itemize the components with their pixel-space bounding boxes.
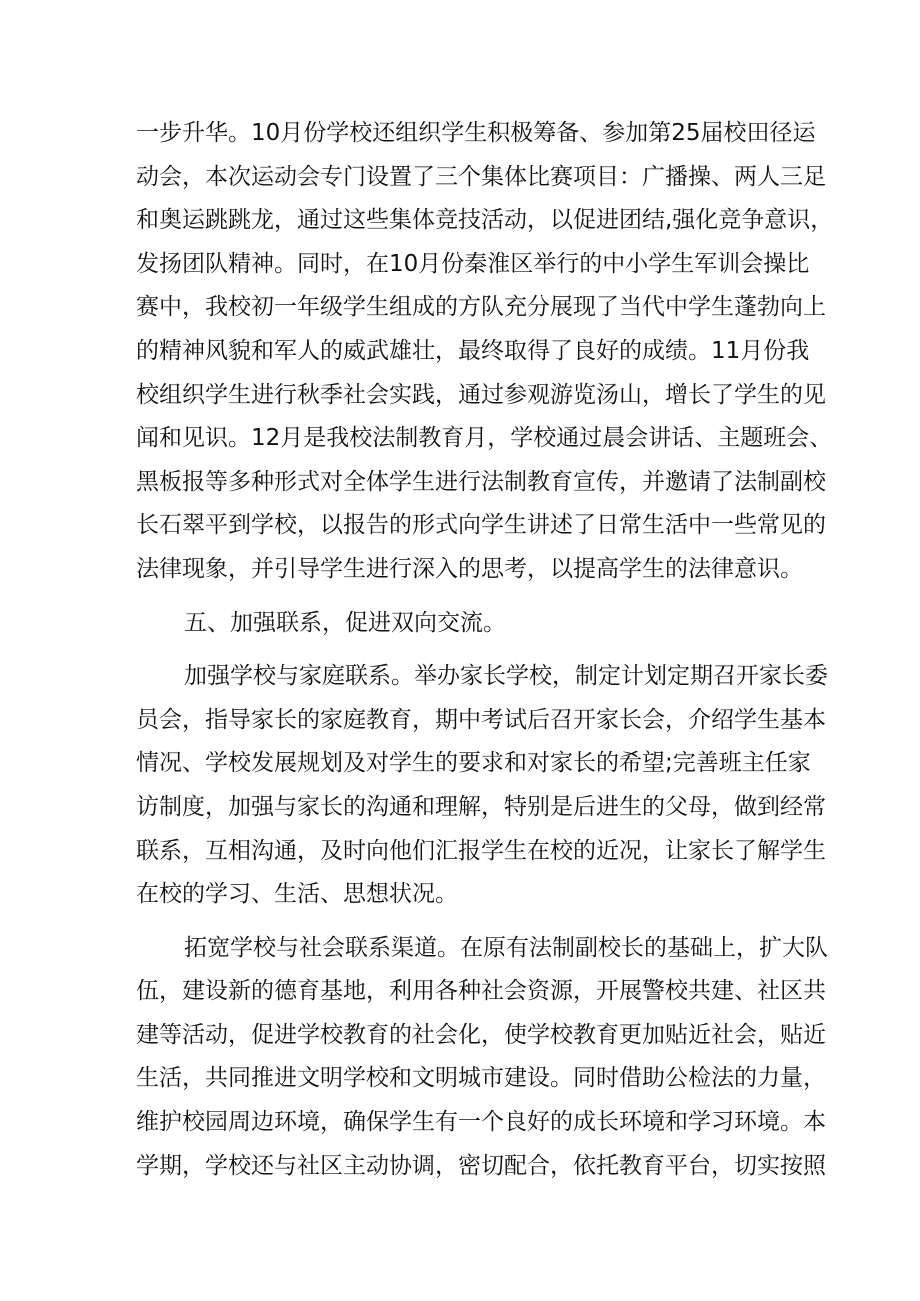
spacer [136,592,790,602]
text-line: 动会，本次运动会专门设置了三个集体比赛项目：广播操、两人三足 [136,163,826,190]
paragraph-school-activities [136,112,834,592]
text-line: 加强学校与家庭联系。举办家长学校，制定计划定期召开家长委 [184,663,828,690]
text-line: 情况、学校发展规划及对学生的要求和对家长的希望;完善班主任家 [136,750,811,777]
text-line: 发扬团队精神。同时，在10月份秦淮区举行的中小学生军训会操比 [136,250,810,277]
text-line: 生活，共同推进文明学校和文明城市建设。同时借助公检法的力量， [136,1065,826,1092]
text-line: 在校的学习、生活、思想状况。 [136,881,458,908]
text-line: 校组织学生进行秋季社会实践，通过参观游览汤山，增长了学生的见 [136,381,826,408]
text-line: 黑板报等多种形式对全体学生进行法制教育宣传，并邀请了法制副校 [136,468,826,495]
spacer [136,917,790,927]
text-line: 维护校园周边环境，确保学生有一个良好的成长环境和学习环境。本 [136,1109,826,1136]
text-line: 法律现象，并引导学生进行深入的思考，以提高学生的法律意识。 [136,555,803,582]
text-line: 学期，学校还与社区主动协调，密切配合，依托教育平台，切实按照 [136,1152,826,1179]
text-line: 赛中，我校初一年级学生组成的方队充分展现了当代中学生蓬勃向上 [136,294,826,321]
section-heading: 五、加强联系，促进双向交流。 [184,609,506,636]
text-line: 的精神风貌和军人的威武雄壮，最终取得了良好的成绩。11月份我 [136,337,810,364]
paragraph-school-society [136,927,828,1189]
text-line: 一步升华。10月份学校还组织学生积极筹备、参加第25届校田径运 [136,120,816,146]
paragraph-home-school [136,655,828,917]
text-line: 建等活动，促进学校教育的社会化，使学校教育更加贴近社会，贴近 [136,1021,826,1048]
text-line: 闻和见识。12月是我校法制教育月，学校通过晨会讲话、主题班会、 [136,425,833,452]
text-line: 长石翠平到学校，以报告的形式向学生讲述了日常生活中一些常见的 [136,512,826,539]
text-line: 和奥运跳跳龙，通过这些集体竞技活动，以促进团结,强化竞争意识， [136,207,834,234]
text-line: 拓宽学校与社会联系渠道。在原有法制副校长的基础上，扩大队 [184,934,828,961]
spacer [136,645,790,655]
text-line: 联系，互相沟通，及时向他们汇报学生在校的近况，让家长了解学生 [136,837,826,864]
document-body [136,112,834,1188]
text-line: 员会，指导家长的家庭教育，期中考试后召开家长会，介绍学生基本 [136,706,826,733]
text-line: 访制度，加强与家长的沟通和理解，特别是后进生的父母，做到经常 [136,793,826,820]
text-line: 伍，建设新的德育基地，利用各种社会资源，开展警校共建、社区共 [136,978,826,1005]
